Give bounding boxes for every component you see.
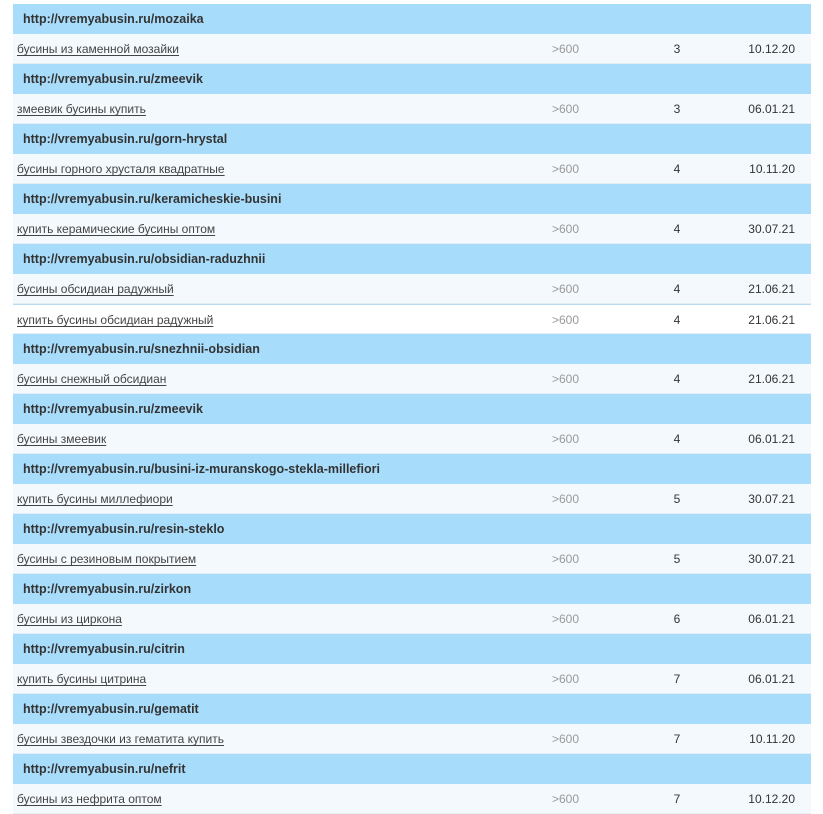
- search-position: 6: [673, 612, 681, 626]
- keyword-link[interactable]: купить керамические бусины оптом: [17, 222, 216, 236]
- url-group-row: [13, 184, 811, 214]
- keyword-link[interactable]: бусины змеевик: [17, 432, 107, 446]
- url-group-row: [13, 124, 811, 154]
- page-url: http://vremyabusin.ru/zmeevik: [23, 72, 203, 86]
- url-group-row: [13, 454, 811, 484]
- check-date: 10.12.20: [748, 42, 795, 56]
- keyword-link[interactable]: змеевик бусины купить: [17, 102, 146, 116]
- url-group-row: [13, 754, 811, 784]
- keyword-row: [13, 484, 811, 514]
- keyword-link[interactable]: бусины звездочки из гематита купить: [17, 732, 224, 746]
- positions-table: [13, 4, 811, 814]
- page-url: http://vremyabusin.ru/busini-iz-muranskogo-stekla-millefiori: [23, 462, 380, 476]
- keyword-link[interactable]: бусины обсидиан радужный: [17, 282, 174, 296]
- keyword-link[interactable]: купить бусины цитрина: [17, 672, 147, 686]
- search-volume: >600: [552, 42, 580, 56]
- check-date: 10.11.20: [749, 732, 795, 746]
- page-url: http://vremyabusin.ru/keramicheskie-busini: [23, 192, 282, 206]
- search-position: 4: [673, 372, 681, 386]
- check-date: 21.06.21: [748, 372, 795, 386]
- search-volume: >600: [552, 102, 580, 116]
- url-group-row: [13, 334, 811, 364]
- keyword-link[interactable]: бусины из каменной мозайки: [17, 42, 179, 56]
- search-position: 4: [673, 222, 681, 236]
- page-url: http://vremyabusin.ru/gorn-hrystal: [23, 132, 228, 146]
- search-position: 4: [673, 313, 681, 327]
- check-date: 10.11.20: [749, 162, 795, 176]
- url-group-row: [13, 64, 811, 94]
- search-volume: >600: [552, 492, 580, 506]
- page-url: http://vremyabusin.ru/snezhnii-obsidian: [23, 342, 260, 356]
- keyword-row: [13, 154, 811, 184]
- keyword-link[interactable]: бусины из нефрита оптом: [17, 792, 162, 806]
- search-position: 4: [673, 282, 681, 296]
- search-volume: >600: [552, 672, 580, 686]
- check-date: 06.01.21: [748, 102, 795, 116]
- keyword-row: [13, 784, 811, 814]
- url-group-row: [13, 694, 811, 724]
- check-date: 21.06.21: [748, 282, 795, 296]
- page-url: http://vremyabusin.ru/gematit: [23, 702, 199, 716]
- search-volume: >600: [552, 552, 580, 566]
- keyword-link[interactable]: бусины с резиновым покрытием: [17, 552, 197, 566]
- search-volume: >600: [552, 313, 580, 327]
- keyword-row: [13, 214, 811, 244]
- url-group-row: [13, 574, 811, 604]
- search-position: 3: [673, 42, 681, 56]
- keyword-row: [13, 364, 811, 394]
- search-volume: >600: [552, 222, 580, 236]
- search-volume: >600: [552, 732, 580, 746]
- search-position: 4: [673, 162, 681, 176]
- keyword-row: [13, 34, 811, 64]
- search-position: 4: [673, 432, 681, 446]
- check-date: 30.07.21: [748, 222, 795, 236]
- check-date: 21.06.21: [748, 313, 795, 327]
- keyword-link[interactable]: купить бусины обсидиан радужный: [17, 313, 214, 327]
- search-volume: >600: [552, 792, 580, 806]
- keyword-row: [13, 94, 811, 124]
- search-position: 7: [673, 792, 681, 806]
- url-group-row: [13, 514, 811, 544]
- check-date: 30.07.21: [748, 492, 795, 506]
- url-group-row: [13, 634, 811, 664]
- search-position: 3: [673, 102, 681, 116]
- page-url: http://vremyabusin.ru/zmeevik: [23, 402, 203, 416]
- keyword-row: [13, 274, 811, 304]
- keyword-row: [13, 424, 811, 454]
- keyword-link[interactable]: бусины снежный обсидиан: [17, 372, 167, 386]
- url-group-row: [13, 4, 811, 34]
- keyword-row: [13, 724, 811, 754]
- page-url: http://vremyabusin.ru/zirkon: [23, 582, 192, 596]
- page-url: http://vremyabusin.ru/resin-steklo: [23, 522, 225, 536]
- search-volume: >600: [552, 432, 580, 446]
- keyword-link[interactable]: купить бусины миллефиори: [17, 492, 173, 506]
- search-volume: >600: [552, 372, 580, 386]
- search-position: 5: [673, 552, 681, 566]
- check-date: 06.01.21: [748, 432, 795, 446]
- search-volume: >600: [552, 162, 580, 176]
- keyword-row: [13, 664, 811, 694]
- keyword-link[interactable]: бусины из циркона: [17, 612, 122, 626]
- keyword-row: [13, 544, 811, 574]
- url-group-row: [13, 244, 811, 274]
- search-position: 7: [673, 672, 681, 686]
- page-url: http://vremyabusin.ru/citrin: [23, 642, 185, 656]
- check-date: 30.07.21: [748, 552, 795, 566]
- check-date: 06.01.21: [748, 612, 795, 626]
- keyword-row: [13, 304, 811, 334]
- check-date: 10.12.20: [748, 792, 795, 806]
- keyword-link[interactable]: бусины горного хрусталя квадратные: [17, 162, 225, 176]
- keyword-row: [13, 604, 811, 634]
- search-position: 7: [673, 732, 681, 746]
- search-position: 5: [673, 492, 681, 506]
- page-url: http://vremyabusin.ru/nefrit: [23, 762, 186, 776]
- check-date: 06.01.21: [748, 672, 795, 686]
- search-volume: >600: [552, 282, 580, 296]
- search-volume: >600: [552, 612, 580, 626]
- page-url: http://vremyabusin.ru/mozaika: [23, 12, 204, 26]
- page-url: http://vremyabusin.ru/obsidian-raduzhnii: [23, 252, 266, 266]
- url-group-row: [13, 394, 811, 424]
